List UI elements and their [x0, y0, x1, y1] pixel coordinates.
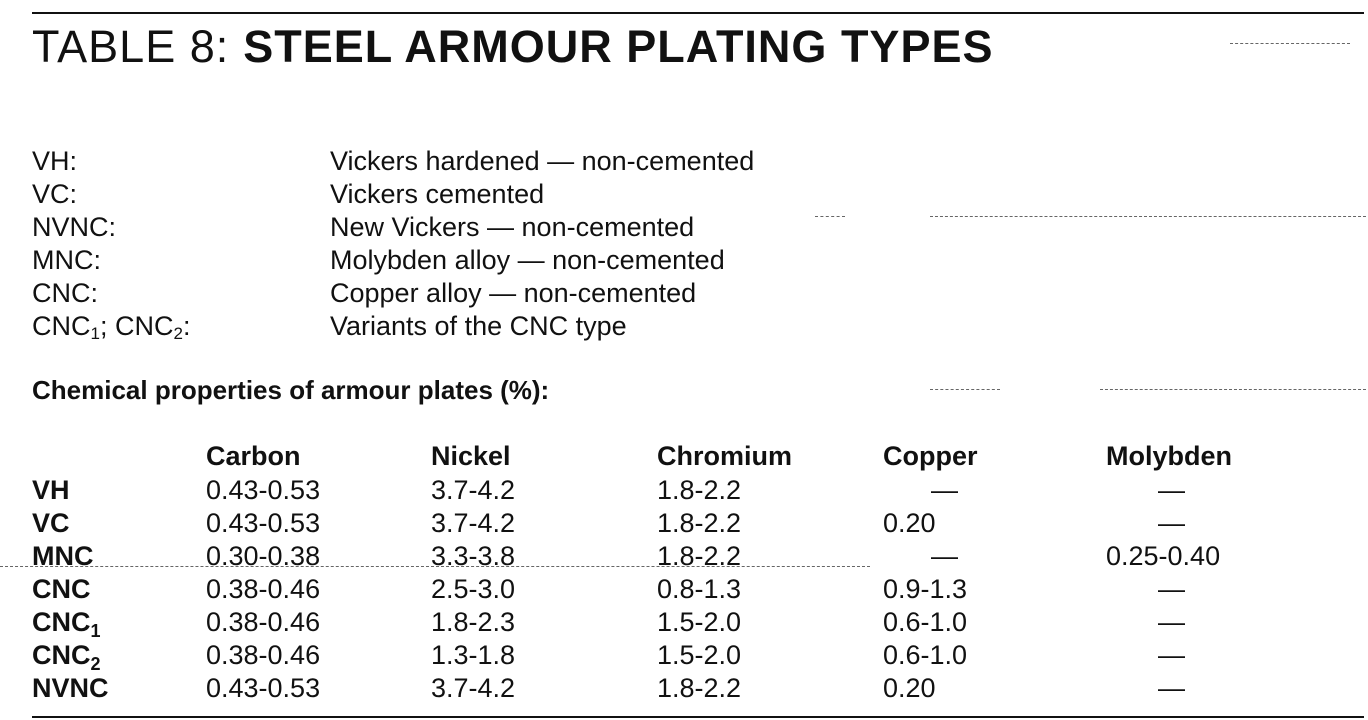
column-header: Chromium — [657, 441, 792, 471]
table-cell: — — [1158, 673, 1185, 703]
table-cell: 0.9-1.3 — [883, 574, 968, 604]
scan-artifact — [1100, 389, 1366, 390]
table-cell: 3.3-3.8 — [431, 541, 516, 571]
code-subscript: 2 — [173, 324, 183, 343]
row-type — [32, 507, 206, 540]
title-main: STEEL ARMOUR PLATING TYPES — [243, 21, 994, 72]
abbreviation-code — [32, 310, 330, 343]
table-cell: 0.20 — [883, 508, 936, 538]
table-cell: 1.8-2.2 — [657, 541, 742, 571]
table-cell: — — [1158, 607, 1185, 637]
table-cell: 1.5-2.0 — [657, 607, 742, 637]
type-subscript: 1 — [90, 621, 101, 641]
abbreviation-description: Vickers cemented — [330, 179, 545, 209]
type-label: VC — [32, 508, 70, 538]
table-cell: — — [1158, 574, 1185, 604]
column-header: Carbon — [206, 441, 301, 471]
table-row — [32, 540, 1368, 573]
table-cell: 1.3-1.8 — [431, 640, 516, 670]
table-cell: 0.20 — [883, 673, 936, 703]
abbreviation-code: CNC: — [32, 278, 98, 308]
bottom-rule — [32, 716, 1364, 718]
table-cell: 0.30-0.38 — [206, 541, 321, 571]
title-prefix: TABLE 8: — [32, 21, 230, 72]
table-row — [32, 639, 1368, 672]
row-type — [32, 573, 206, 606]
code-subscript: 1 — [90, 324, 100, 343]
table-cell: 0.6-1.0 — [883, 607, 968, 637]
type-label: NVNC — [32, 673, 109, 703]
abbreviation-description: Variants of the CNC type — [330, 311, 627, 341]
table-cell: 0.6-1.0 — [883, 640, 968, 670]
abbreviation-row — [32, 244, 754, 277]
abbreviation-row — [32, 178, 754, 211]
table-cell: 0.38-0.46 — [206, 574, 321, 604]
abbreviation-row — [32, 211, 754, 244]
abbreviation-description: New Vickers — non-cemented — [330, 212, 695, 242]
abbreviation-code: MNC: — [32, 245, 101, 275]
table-cell: 0.43-0.53 — [206, 475, 321, 505]
table-cell: 0.8-1.3 — [657, 574, 742, 604]
type-label: MNC — [32, 541, 94, 571]
table-cell: 1.8-2.2 — [657, 508, 742, 538]
type-label: CNC — [32, 607, 91, 637]
table-cell: 1.8-2.3 — [431, 607, 516, 637]
table-cell: 3.7-4.2 — [431, 475, 516, 505]
type-subscript: 2 — [90, 654, 101, 674]
table-cell: 3.7-4.2 — [431, 673, 516, 703]
scan-artifact — [1230, 43, 1350, 44]
column-header: Molybden — [1106, 441, 1232, 471]
table-cell: 1.8-2.2 — [657, 673, 742, 703]
table-row — [32, 672, 1368, 705]
abbreviation-description: Molybden alloy — non-cemented — [330, 245, 725, 275]
table-cell: — — [931, 541, 958, 571]
table-cell: 3.7-4.2 — [431, 508, 516, 538]
code-part: ; CNC — [99, 311, 174, 341]
table-cell: 0.43-0.53 — [206, 673, 321, 703]
abbreviation-row — [32, 145, 754, 178]
table-cell: 0.38-0.46 — [206, 607, 321, 637]
top-rule — [32, 12, 1364, 14]
table-cell: — — [1158, 508, 1185, 538]
column-header: Copper — [883, 441, 978, 471]
table-row — [32, 507, 1368, 540]
table-header-row — [32, 440, 1368, 474]
table-cell: 0.38-0.46 — [206, 640, 321, 670]
abbreviation-code: VC: — [32, 179, 78, 209]
abbreviation-row — [32, 277, 754, 310]
table-cell: 0.25-0.40 — [1106, 541, 1221, 571]
code-part: : — [182, 311, 191, 341]
row-type — [32, 540, 206, 573]
table-row — [32, 573, 1368, 606]
row-type — [32, 639, 206, 672]
type-label: CNC — [32, 574, 91, 604]
table-row — [32, 606, 1368, 639]
abbreviation-description: Copper alloy — non-cemented — [330, 278, 697, 308]
abbreviation-code: VH: — [32, 146, 78, 176]
table-row — [32, 474, 1368, 507]
table-cell: — — [1158, 640, 1185, 670]
table-cell: 2.5-3.0 — [431, 574, 516, 604]
properties-table — [32, 440, 1368, 705]
code-part: CNC — [32, 311, 91, 341]
scan-artifact — [815, 216, 845, 217]
page-title — [32, 20, 993, 74]
header-spacer — [32, 440, 206, 474]
row-type — [32, 672, 206, 705]
table-cell: 1.8-2.2 — [657, 475, 742, 505]
abbreviation-description: Vickers hardened — non-cemented — [330, 146, 755, 176]
row-type — [32, 474, 206, 507]
abbreviation-code: NVNC: — [32, 212, 117, 242]
table-cell: 1.5-2.0 — [657, 640, 742, 670]
scan-artifact — [930, 389, 1000, 390]
abbreviation-list — [32, 145, 754, 343]
type-label: VH — [32, 475, 70, 505]
type-label: CNC — [32, 640, 91, 670]
column-header: Nickel — [431, 441, 511, 471]
section-heading: Chemical properties of armour plates (%): — [32, 375, 550, 405]
abbreviation-row — [32, 310, 754, 343]
row-type — [32, 606, 206, 639]
table-cell: — — [931, 475, 958, 505]
table-cell: — — [1158, 475, 1185, 505]
scan-artifact — [930, 216, 1366, 217]
table-cell: 0.43-0.53 — [206, 508, 321, 538]
